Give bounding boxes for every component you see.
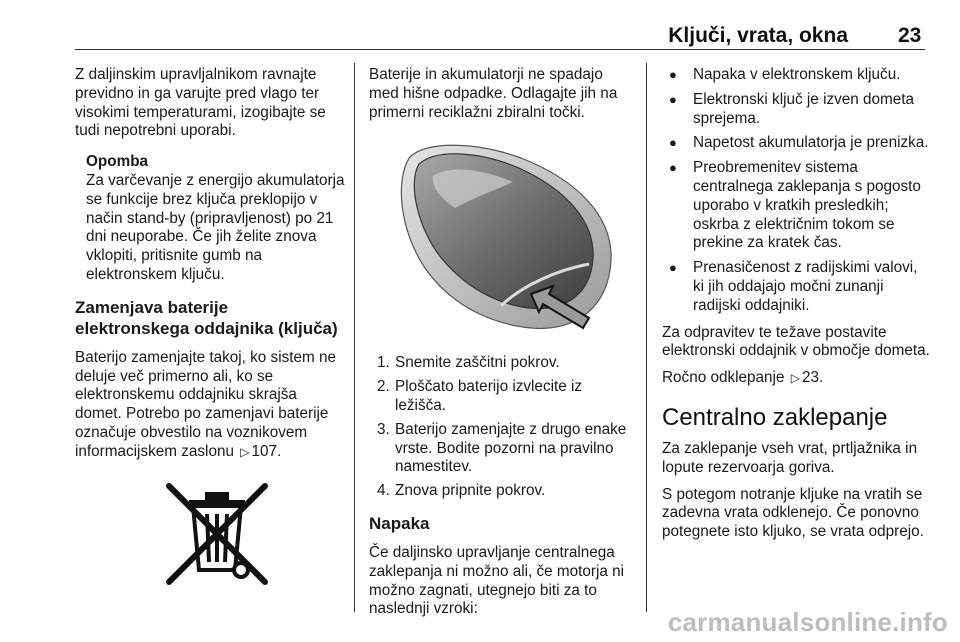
left-column <box>75 66 347 590</box>
napaka-heading: Napaka <box>369 513 430 533</box>
note-title: Opomba <box>86 153 149 171</box>
central-locking-paragraph-2: S potegom notranje kljuke na vratih se zadevna vrata odklenejo. Če ponovno potegnete isto kljuko, se vrata odprejo. <box>662 485 924 541</box>
manual-unlock-ref: Ročno odklepanje ▷ 23. <box>662 369 824 387</box>
list-item: 3. Baterijo zamenjajte z drugo enake vrste. Bodite pozorni na pravilno namestitev. <box>377 420 627 476</box>
battery-steps-list <box>369 354 635 501</box>
page-ref-arrow-icon: ▷ <box>240 444 250 459</box>
note-text: Za varčevanje z energijo akumulatorja se funkcije brez ključa preklopijo v način stand-by (pripravljenost) po 21 dni neuporabe. Če jih želite znova vklopiti, pritisnite gumb na elektronskem ključu. <box>86 171 345 283</box>
crossed-out-wheelie-bin-icon <box>149 478 285 590</box>
battery-section-heading: Zamenjava baterije elektronskega oddajnika (ključa) <box>75 297 338 338</box>
central-locking-heading: Centralno zaklepanje <box>662 403 888 431</box>
header-rule <box>75 49 925 50</box>
list-item: 4. Znova pripnite pokrov. <box>377 482 546 500</box>
page-number: 23 <box>898 24 922 47</box>
chapter-title: Ključi, vrata, okna <box>668 24 848 47</box>
column-divider-1 <box>354 63 355 612</box>
list-item: ● Napetost akumulatorja je prenizka. <box>669 134 929 152</box>
recycling-paragraph: Baterije in akumulatorji ne spadajo med hišne odpadke. Odlagajte jih na primerni reciklažni zbiralni točki. <box>369 66 618 121</box>
page-ref-link[interactable]: 107. <box>251 442 282 460</box>
page-ref-arrow-icon: ▷ <box>790 371 800 386</box>
bullet-icon: ● <box>669 260 677 276</box>
napaka-paragraph: Če daljinsko upravljanje centralnega zaklepanja ni možno ali, če motorja ni možno zagnati, utegnejo biti za to naslednji vzroki: <box>369 543 625 618</box>
middle-column <box>369 66 635 627</box>
list-item: 1. Snemite zaščitni pokrov. <box>377 354 560 372</box>
key-fob-illustration <box>381 136 629 336</box>
list-item: 2. Ploščato baterijo izvlecite iz ležišča. <box>377 378 583 414</box>
bullet-icon: ● <box>669 135 677 151</box>
right-column <box>662 66 932 550</box>
bullet-icon: ● <box>669 160 677 176</box>
intro-paragraph: Z daljinskim upravljalnikom ravnajte previdno in ga varujte pred vlago ter visokimi temperaturami, izogibajte se tudi nepotrebni uporabi. <box>75 66 326 140</box>
bullet-icon: ● <box>669 67 677 82</box>
list-item: ● Elektronski ključ je izven dometa sprejema. <box>669 90 915 127</box>
list-item: ● Napaka v elektronskem ključu. <box>669 66 901 83</box>
remedy-paragraph: Za odpravitev te težave postavite elektronski oddajnik v območje dometa. <box>662 323 930 360</box>
battery-section-body: Baterijo zamenjajte takoj, ko sistem ne deluje več primerno ali, ko se elektronskemu oddajniku skrajša domet. Potrebo po zamenjavi baterije označuje obvestilo na voznikovem informacijskem zaslonu <box>75 348 337 460</box>
list-item: ● Prenasičenost z radijskimi valovi, ki jih oddajajo močni zunanji radijski oddajniki. <box>669 259 918 314</box>
bullet-icon: ● <box>669 91 677 107</box>
causes-list <box>662 66 932 316</box>
battery-section-text <box>75 349 347 462</box>
note-box <box>86 153 347 285</box>
column-divider-2 <box>646 63 647 612</box>
central-locking-paragraph-1: Za zaklepanje vseh vrat, prtljažnika in lopute rezervoarja goriva. <box>662 439 918 476</box>
watermark: carmanualsonline.info <box>667 607 948 637</box>
list-item: ● Preobremenitev sistema centralnega zaklepanja s pogosto uporabo v kratkih presledkih; oskrba z električnim tokom se prekine za kratek čas. <box>669 159 921 252</box>
page-ref-link[interactable]: 23. <box>801 369 824 387</box>
